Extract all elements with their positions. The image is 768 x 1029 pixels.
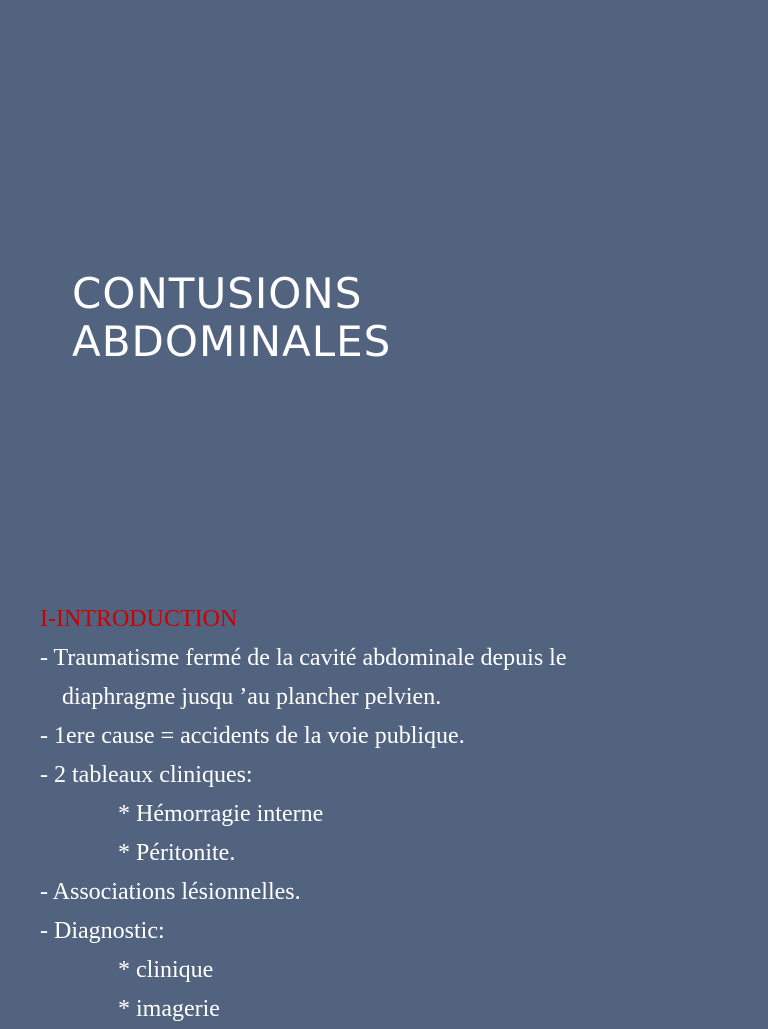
body-line-imagerie: * imagerie (118, 996, 220, 1022)
section-heading: I-INTRODUCTION (40, 606, 238, 632)
body-line-diagnostic: - Diagnostic: (40, 918, 165, 944)
body-line-associations: - Associations lésionnelles. (40, 879, 301, 905)
body-line-cause: - 1ere cause = accidents de la voie publique. (40, 723, 465, 749)
body-line-clinique: * clinique (118, 957, 214, 983)
slide-body (40, 600, 740, 1029)
body-line-hemorragie: * Hémorragie interne (118, 801, 324, 827)
title-line-2: ABDOMINALES (72, 317, 392, 366)
title-line-1: CONTUSIONS (72, 269, 363, 318)
body-line-diaphragme: diaphragme jusqu ’au plancher pelvien. (62, 684, 442, 710)
body-line-peritonite: * Péritonite. (118, 840, 236, 866)
body-line-tableaux: - 2 tableaux cliniques: (40, 762, 253, 788)
slide-title (72, 270, 692, 366)
body-line-traumatisme: - Traumatisme fermé de la cavité abdominale depuis le (40, 645, 567, 671)
